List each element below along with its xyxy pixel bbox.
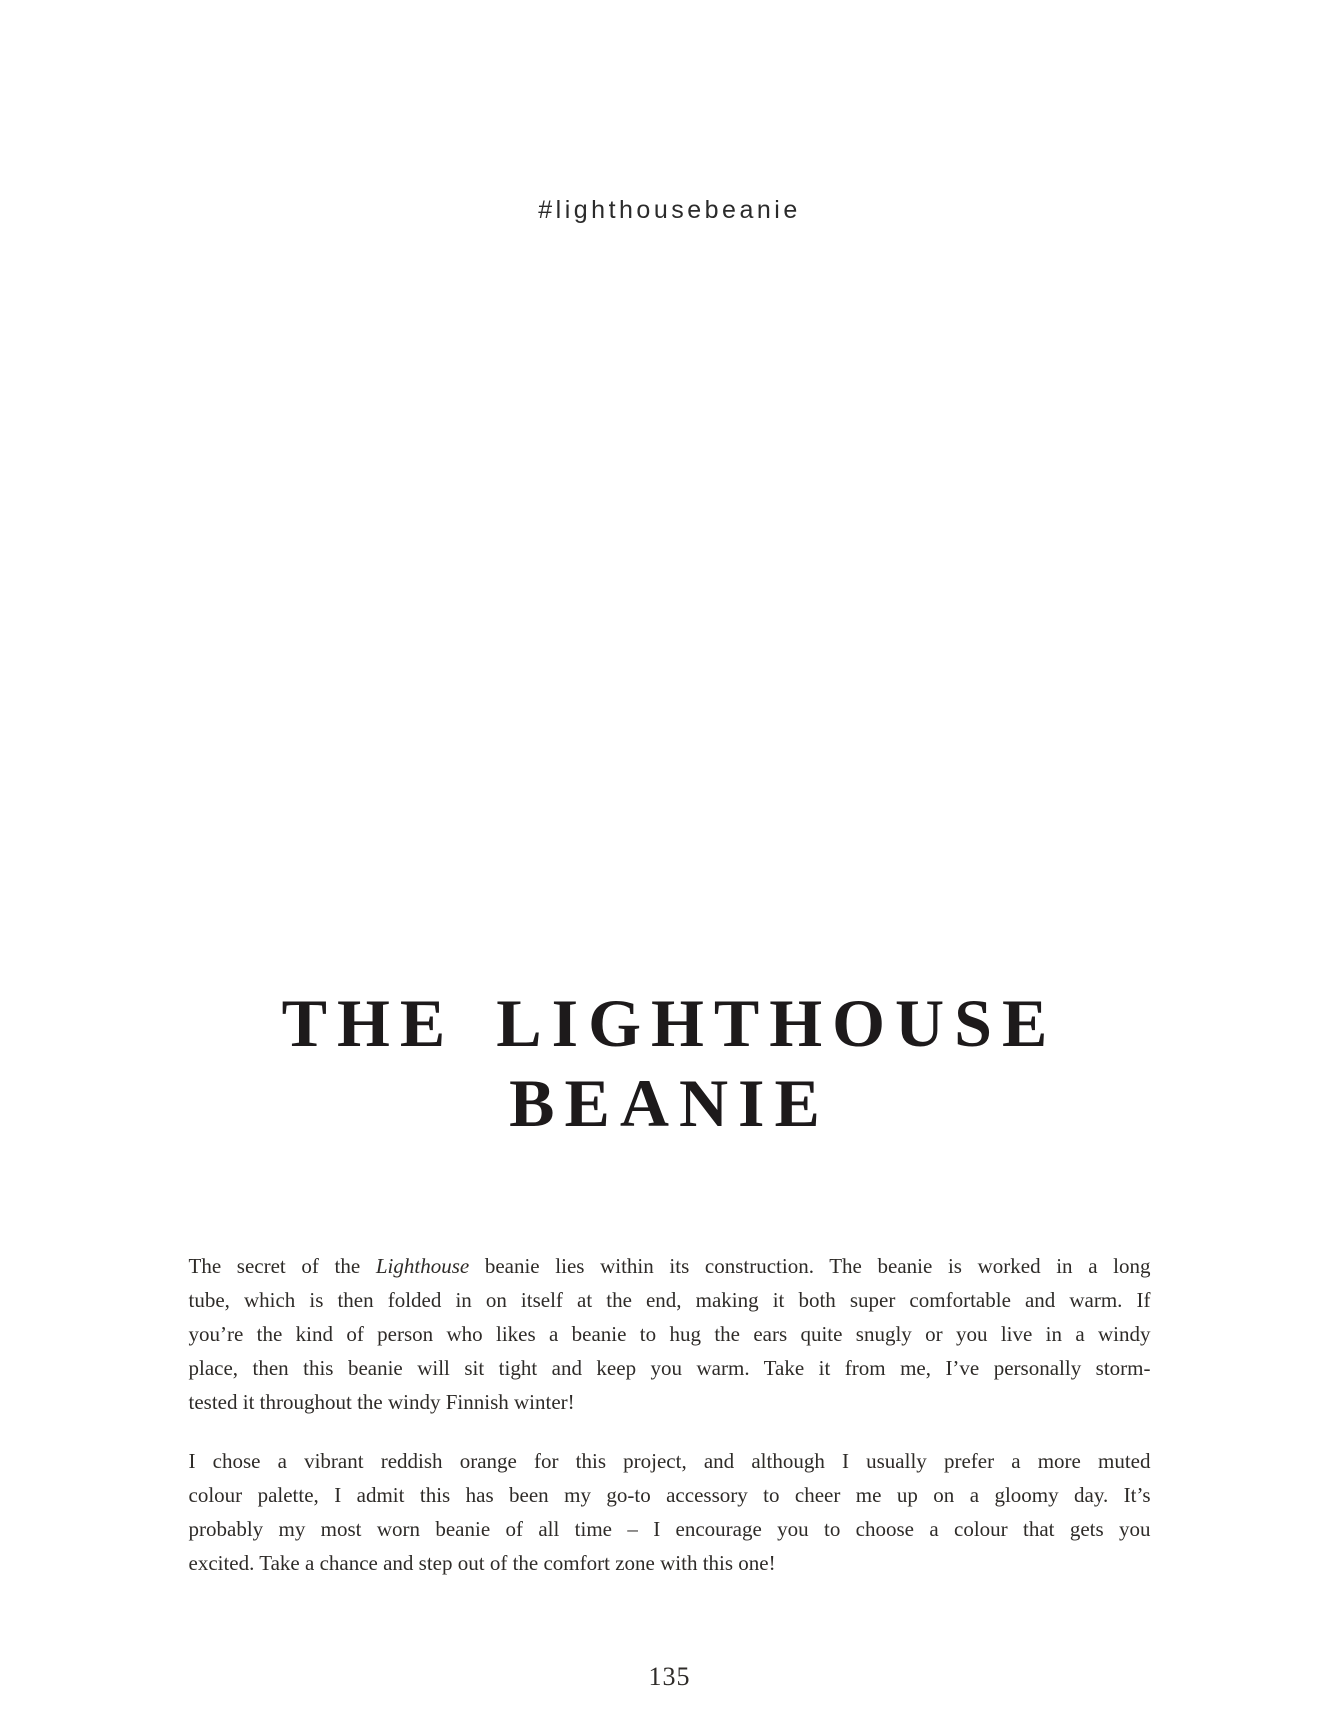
italic-term-lighthouse: Lighthouse — [375, 1254, 470, 1278]
title-line-2: BEANIE — [509, 1065, 830, 1141]
chapter-title — [0, 983, 1339, 1143]
text-line: tube, which is then folded in on itself at the end, making it both super comfortable and warm. If — [188, 1288, 1151, 1312]
page-number: 135 — [648, 1662, 691, 1691]
text-line: tested it throughout the windy Finnish winter! — [188, 1390, 575, 1414]
hashtag-label: #lighthousebeanie — [538, 196, 801, 224]
text-line: I chose a vibrant reddish orange for this project, and although I usually prefer a more muted — [188, 1449, 1151, 1473]
text-line: colour palette, I admit this has been my go-to accessory to cheer me up on a gloomy day. It’s — [188, 1483, 1151, 1507]
title-line-1: THE LIGHTHOUSE — [281, 985, 1058, 1061]
text-segment: The secret of the — [188, 1254, 376, 1278]
text-line: you’re the kind of person who likes a beanie to hug the ears quite snugly or you live in a windy — [188, 1322, 1151, 1346]
text-line — [189, 1249, 1151, 1283]
body-text — [189, 1249, 1151, 1580]
body-paragraph-1 — [189, 1249, 1151, 1419]
body-paragraph-2 — [189, 1444, 1151, 1580]
text-line: place, then this beanie will sit tight and keep you warm. Take it from me, I’ve personally storm- — [188, 1356, 1151, 1380]
text-line: probably my most worn beanie of all time – I encourage you to choose a colour that gets you — [188, 1517, 1151, 1541]
text-line: excited. Take a chance and step out of the comfort zone with this one! — [188, 1551, 776, 1575]
text-segment: beanie lies within its construction. The beanie is worked in a long — [469, 1254, 1151, 1278]
